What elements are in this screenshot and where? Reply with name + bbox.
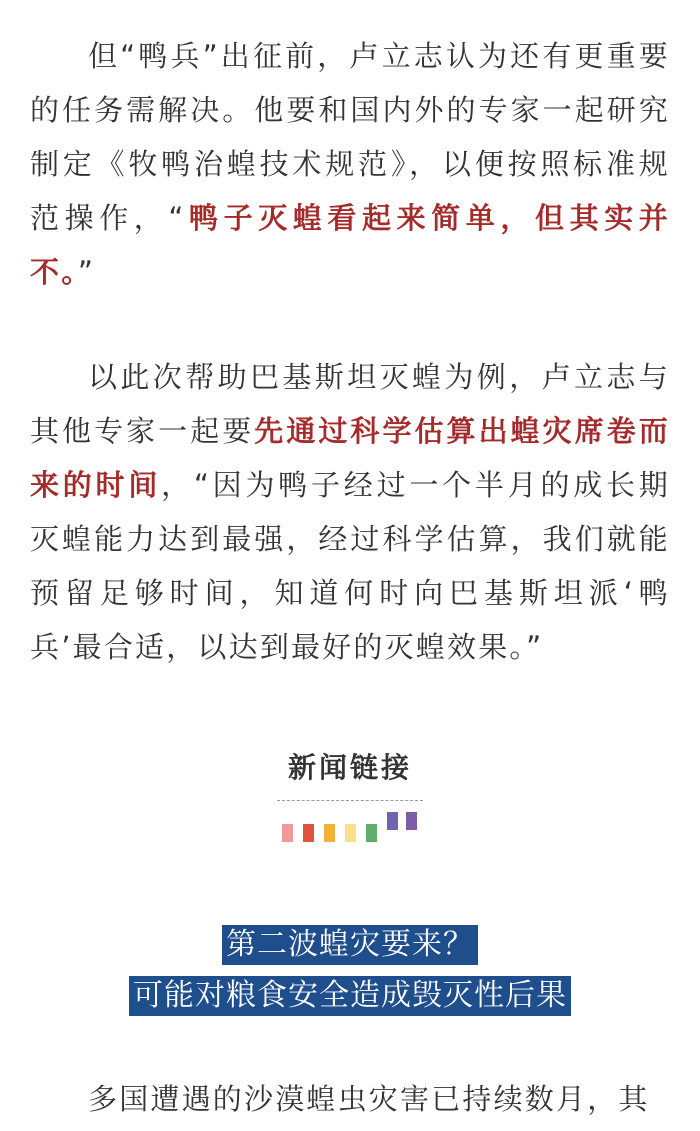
- news-link-title: 新闻链接: [287, 751, 412, 784]
- paragraph-1: [30, 29, 670, 299]
- color-block-6: [387, 812, 398, 830]
- headline-line-2-text: 可能对粮食安全造成毁灭性后果: [129, 976, 571, 1016]
- color-blocks-decoration: [282, 812, 422, 842]
- paragraph-2: [30, 350, 670, 674]
- color-block-7: [406, 812, 417, 830]
- paragraph-2-highlight: 先通过科学估算出蝗灾席卷而来的时间: [30, 414, 670, 502]
- paragraph-3: [30, 1072, 670, 1126]
- color-block-3: [324, 824, 335, 842]
- headline-line-2: [0, 976, 700, 1016]
- paragraph-2-text: 以此次帮助巴基斯坦灭蝗为例，卢立志与其他专家一起要: [30, 360, 670, 448]
- headline-line-1-text: 第二波蝗灾要来？: [222, 925, 478, 965]
- dashed-divider: [277, 800, 423, 801]
- color-block-4: [345, 824, 356, 842]
- headline-line-1: [0, 925, 700, 965]
- paragraph-3-text: 多国遭遇的沙漠蝗虫灾害已持续数月，其: [88, 1082, 650, 1116]
- color-block-5: [366, 824, 377, 842]
- paragraph-1-text: 但“鸭兵”出征前，卢立志认为还有更重要的任务需解决。他要和国内外的专家一起研究制定《牧鸭治蝗技术规范》，以便按照标准规范操作，“: [30, 39, 670, 235]
- paragraph-2-text-continued: ，“因为鸭子经过一个半月的成长期灭蝗能力达到最强，经过科学估算，我们就能预留足够时间，知道何时向巴基斯坦派‘鸭兵’最合适，以达到最好的灭蝗效果。”: [30, 468, 670, 664]
- paragraph-1-highlight: 鸭子灭蝗看起来简单，但其实并不。: [30, 201, 670, 289]
- paragraph-1-closing-quote: ”: [77, 255, 96, 289]
- color-block-2: [303, 824, 314, 842]
- color-block-1: [282, 824, 293, 842]
- news-link-section: [0, 740, 700, 796]
